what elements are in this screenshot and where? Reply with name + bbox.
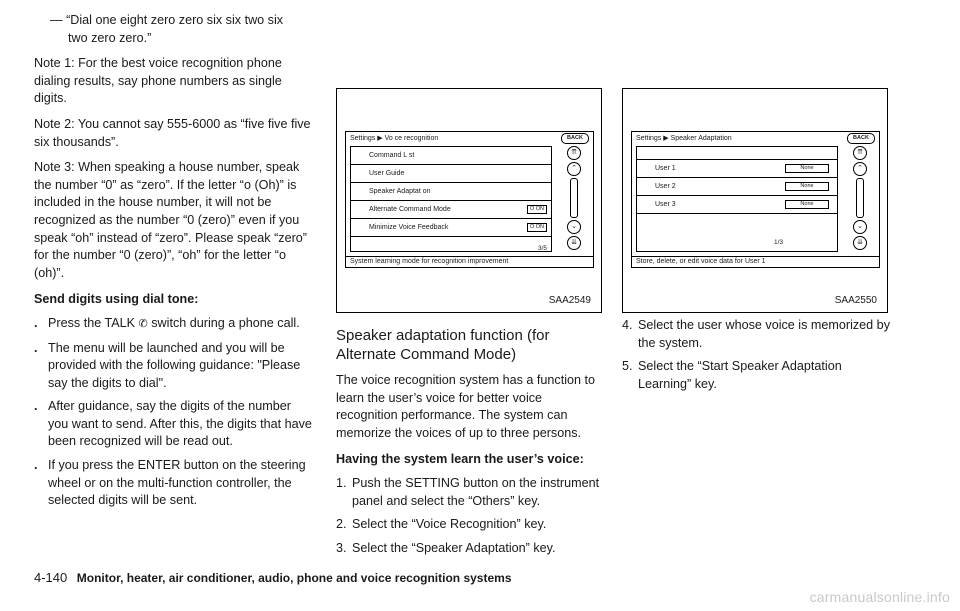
menu-item[interactable]: User Guide	[351, 165, 551, 183]
scroll-bottom-icon[interactable]: ⇊	[853, 236, 867, 250]
dial-example-line1: — “Dial one eight zero zero six six two six	[50, 13, 284, 27]
dial-example	[34, 12, 314, 47]
back-button[interactable]: BACK	[561, 133, 589, 144]
page-number: 4-140	[34, 570, 68, 585]
figure-code: SAA2549	[548, 295, 591, 306]
bullet-item: . Press the TALK ✆ switch during a phone call.	[34, 315, 300, 330]
figure-voice-recognition-menu	[336, 88, 602, 313]
intro-paragraph: The voice recognition system has a function to learn the user’s voice for better voice recognition performance. The system can memorize the voices of up to three persons.	[336, 373, 596, 440]
menu-list	[350, 146, 552, 252]
note-3: Note 3: When speaking a house number, speak the number “0” as “zero”. If the letter “o (Oh)” is included in the house number, it will not be recognized as the number “0 (zero)” even if you speak “oh” instead of “zero”. Please speak “zero” for the number “0 (zero)”, “oh” for the letter “o (oh)”.	[34, 160, 307, 280]
step-item: 3. Select the “Speaker Adaptation” key.	[336, 540, 556, 555]
section-heading: Speaker adaptation function (for Alternate Command Mode)	[336, 327, 550, 363]
left-column	[34, 0, 314, 510]
scroll-top-icon[interactable]: ⇈	[567, 146, 581, 160]
middle-column	[336, 316, 601, 557]
menu-item[interactable]: Alternate Command Mode O ON	[351, 201, 551, 219]
scroll-down-icon[interactable]: ⌄	[567, 220, 581, 234]
watermark: carmanualsonline.info	[809, 589, 950, 605]
bullet-item: . After guidance, say the digits of the number you want to send. After this, the digits that have been recognized will be read out.	[34, 399, 312, 449]
note-1: Note 1: For the best voice recognition phone dialing results, say phone numbers as single digits.	[34, 56, 282, 106]
send-digits-heading: Send digits using dial tone:	[34, 292, 199, 307]
talk-switch-icon: ✆	[138, 317, 148, 330]
note-2: Note 2: You cannot say 555-6000 as “five five five six thousands”.	[34, 116, 311, 149]
bullet-item: . If you press the ENTER button on the steering wheel or on the multi-function controller, the selected digits will be sent.	[34, 458, 306, 508]
menu-item[interactable]: Minimize Voice Feedback O ON	[351, 219, 551, 237]
scroll-down-icon[interactable]: ⌄	[853, 220, 867, 234]
section-title: Monitor, heater, air conditioner, audio, phone and voice recognition systems	[76, 571, 512, 585]
figure-speaker-adaptation-menu	[622, 88, 888, 313]
back-button[interactable]: BACK	[847, 133, 875, 144]
scroll-top-icon[interactable]: ⇈	[853, 146, 867, 160]
figure-code: SAA2550	[834, 295, 877, 306]
step-item: 4. Select the user whose voice is memorized by the system.	[622, 318, 890, 350]
checkbox[interactable]: O ON	[527, 223, 547, 232]
scroll-track[interactable]	[570, 178, 578, 218]
scroll-bottom-icon[interactable]: ⇊	[567, 236, 581, 250]
step-item: 1. Push the SETTING button on the instrument panel and select the “Others” key.	[336, 475, 600, 508]
dial-example-line2: two zero zero.”	[68, 30, 152, 45]
checkbox[interactable]: O ON	[527, 205, 547, 214]
step-item: 2. Select the “Voice Recognition” key.	[336, 517, 547, 532]
learn-voice-heading: Having the system learn the user’s voice:	[336, 452, 584, 467]
scroll-track[interactable]	[856, 178, 864, 218]
status-bar: System learning mode for recognition improvement	[346, 256, 593, 267]
status-bar: Store, delete, or edit voice data for User 1	[632, 256, 879, 267]
menu-item[interactable]: Speaker Adaptat on	[351, 183, 551, 201]
screen-title: Settings ▶ Vo ce recognition	[350, 135, 439, 142]
screen-display	[631, 131, 880, 268]
scroll-up-icon[interactable]: ⌃	[853, 162, 867, 176]
right-column	[622, 316, 894, 393]
scroll-up-icon[interactable]: ⌃	[567, 162, 581, 176]
page-footer	[34, 570, 512, 585]
menu-item[interactable]: Command L st	[351, 147, 551, 165]
none-button[interactable]: None	[785, 182, 829, 191]
user-row[interactable]: User 3 None	[637, 196, 837, 214]
user-list	[636, 146, 838, 252]
scrollbar[interactable]	[847, 146, 875, 250]
user-row[interactable]: User 2 None	[637, 178, 837, 196]
step-item: 5. Select the “Start Speaker Adaptation Learning” key.	[622, 359, 842, 391]
page-indicator: 1/3	[773, 239, 783, 246]
screen-title: Settings ▶ Speaker Adaptation	[636, 135, 732, 142]
bullet-item: . The menu will be launched and you will be provided with the following guidance: "Please say the digits to dial".	[34, 340, 301, 390]
none-button[interactable]: None	[785, 164, 829, 173]
user-row[interactable]: User 1 None	[637, 160, 837, 178]
page-indicator: 3/5	[537, 245, 547, 252]
screen-display	[345, 131, 594, 268]
none-button[interactable]: None	[785, 200, 829, 209]
scrollbar[interactable]	[561, 146, 589, 250]
